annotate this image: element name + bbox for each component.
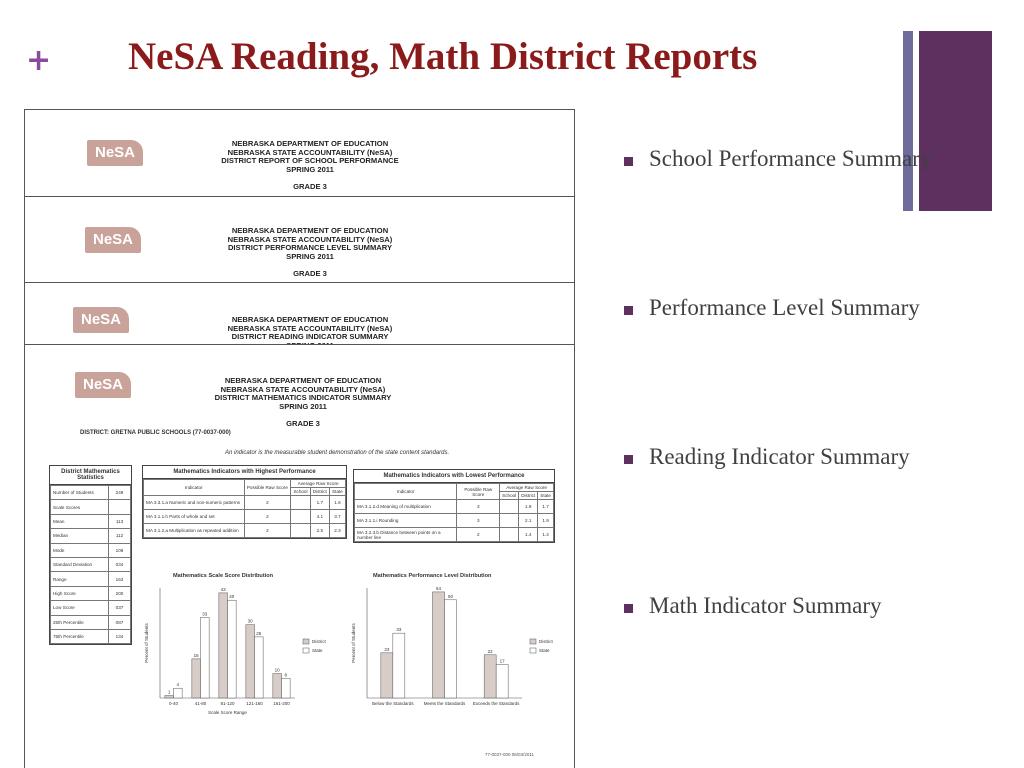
cell-possible: 3: [457, 514, 500, 528]
dept-line: NEBRASKA DEPARTMENT OF EDUCATION: [231, 139, 389, 148]
report-image-stack: [24, 109, 575, 768]
report-header: [185, 140, 435, 192]
stats-row: [51, 529, 131, 543]
acct-line: NEBRASKA STATE ACCOUNTABILITY (NeSA): [227, 234, 393, 244]
plus-icon: +: [26, 43, 52, 78]
bar-value-label: 17: [499, 658, 505, 664]
stats-label: Scale Scores: [51, 500, 109, 514]
cell-possible: 3: [457, 500, 500, 514]
performance-level-chart: [347, 580, 562, 720]
bar-district: [484, 655, 496, 698]
highest-title: Mathematics Indicators with Highest Performance: [143, 466, 346, 479]
stats-label: High Score: [51, 586, 109, 600]
cell-district: 1.4: [519, 528, 538, 542]
bar-state: [174, 688, 183, 698]
legend-label: District: [539, 639, 553, 644]
cell-state: 3.7: [329, 510, 345, 524]
stats-label: Median: [51, 529, 109, 543]
stats-row: [51, 486, 131, 500]
cell-state: 1.4: [538, 528, 554, 542]
spring-line: SPRING 2011: [286, 164, 334, 174]
indicator-row: [355, 528, 554, 542]
bar-state: [393, 633, 405, 698]
bullet-text: School Performance Summary: [649, 146, 932, 171]
highest-indicators-table: [142, 465, 347, 539]
bar-value-label: 33: [396, 627, 402, 633]
cell-indicator: MA 3.1.1.i Rounding: [355, 514, 457, 528]
spring-line: SPRING 2011: [286, 251, 334, 261]
stats-row: [51, 557, 131, 571]
cell-state: 1.6: [329, 496, 345, 510]
stats-label: Mean: [51, 514, 109, 528]
accent-bar-thin: [903, 31, 913, 211]
district-stats-table: [49, 465, 132, 645]
acct-line: NEBRASKA STATE ACCOUNTABILITY (NeSA): [220, 384, 386, 394]
bar-value-label: 23: [384, 646, 390, 652]
cell-school: [500, 500, 519, 514]
bar-value-label: 25: [256, 630, 262, 636]
stats-title: District Mathematics Statistics: [50, 466, 131, 485]
stats-label: Low Score: [51, 601, 109, 615]
col-indicator: Indicator: [355, 484, 457, 500]
stats-value: 163: [109, 572, 131, 586]
stats-value: 034: [109, 557, 131, 571]
cell-state: 2.3: [329, 524, 345, 538]
indicator-row: [144, 496, 346, 510]
accent-bar-thick: [919, 31, 992, 211]
report-header: [185, 227, 435, 279]
scale-score-chart: [140, 580, 335, 720]
legend-swatch: [530, 639, 536, 644]
nesa-logo: NeSA: [73, 307, 129, 333]
legend-swatch: [530, 648, 536, 653]
bar-district: [381, 653, 393, 698]
report-card-performance-level: [24, 196, 575, 284]
bar-state: [228, 600, 237, 698]
spring-line: SPRING 2011: [279, 401, 327, 411]
bar-district: [192, 659, 201, 698]
indicator-row: [355, 500, 554, 514]
bar-district: [273, 674, 282, 698]
x-tick-label: 0-40: [168, 701, 179, 706]
stats-label: Mode: [51, 543, 109, 557]
bar-value-label: 43: [220, 586, 226, 592]
performance-level-chart-title: Mathematics Performance Level Distribution: [373, 573, 492, 579]
dept-line: NEBRASKA DEPARTMENT OF EDUCATION: [231, 226, 389, 235]
lowest-title: Mathematics Indicators with Lowest Performance: [354, 470, 554, 483]
dept-line: NEBRASKA DEPARTMENT OF EDUCATION: [224, 376, 382, 385]
bullet-text: Math Indicator Summary: [649, 593, 882, 618]
y-axis-label: Percent of Students: [351, 623, 356, 663]
bar-value-label: 4: [176, 682, 180, 688]
cell-indicator: MA 3.3.1.a Numeric and non-numeric patterns: [144, 496, 245, 510]
stats-value: 087: [109, 615, 131, 629]
bullet-square-icon: [624, 157, 633, 166]
cell-indicator: MA 3.1.1.h Parts of whole and set: [144, 510, 245, 524]
bar-value-label: 54: [435, 585, 442, 591]
nesa-logo: NeSA: [87, 140, 143, 166]
bar-value-label: 22: [487, 648, 493, 654]
stats-value: 200: [109, 586, 131, 600]
bar-value-label: 16: [193, 652, 199, 658]
stats-label: 25th Percentile: [51, 615, 109, 629]
stats-value: 113: [109, 514, 131, 528]
footer-code: 77-0037-000 06/03/2011: [485, 752, 534, 757]
stats-value: 112: [109, 529, 131, 543]
report-name: DISTRICT MATHEMATICS INDICATOR SUMMARY: [214, 393, 392, 403]
stats-row: [51, 601, 131, 615]
stats-row: [51, 543, 131, 557]
report-name: DISTRICT READING INDICATOR SUMMARY: [231, 332, 389, 342]
cell-school: [291, 496, 310, 510]
grade-line: GRADE 3: [293, 269, 327, 279]
col-district: District: [519, 492, 538, 500]
stats-row: [51, 586, 131, 600]
stats-label: 75th Percentile: [51, 629, 109, 643]
bar-value-label: 30: [247, 618, 253, 624]
cell-possible: 2: [244, 510, 291, 524]
acct-line: NEBRASKA STATE ACCOUNTABILITY (NeSA): [227, 147, 393, 157]
bar-district: [433, 592, 445, 698]
bar-value-label: 40: [229, 594, 235, 600]
indicator-note: An indicator is the measurable student demonstration of the state content standards.: [225, 450, 450, 456]
report-name: DISTRICT PERFORMANCE LEVEL SUMMARY: [227, 243, 393, 253]
col-district: District: [310, 488, 329, 496]
cell-district: 1.9: [519, 500, 538, 514]
stats-value: 037: [109, 601, 131, 615]
stats-label: Number of Students: [51, 486, 109, 500]
bullet-square-icon: [624, 306, 633, 315]
bar-district: [246, 625, 255, 698]
bar-state: [496, 665, 508, 698]
cell-possible: 2: [244, 496, 291, 510]
report-card-math-indicator: [24, 344, 575, 768]
col-average: Average Raw Score: [291, 480, 346, 488]
legend-label: District: [312, 639, 326, 644]
x-axis-label: Scale Score Range: [208, 710, 247, 715]
bullet-square-icon: [624, 604, 633, 613]
x-tick-label: 121-160: [246, 701, 263, 706]
cell-school: [291, 510, 310, 524]
legend-swatch: [303, 648, 309, 653]
cell-school: [500, 528, 519, 542]
district-line: DISTRICT: GRETNA PUBLIC SCHOOLS (77-0037-000): [80, 430, 231, 436]
slide-title: NeSA Reading, Math District Reports: [128, 35, 758, 78]
bullet-square-icon: [624, 455, 633, 464]
bullet-text: Performance Level Summary: [649, 295, 920, 320]
bullet-item: [624, 143, 949, 174]
cell-state: 1.9: [538, 514, 554, 528]
bar-state: [201, 617, 210, 698]
x-tick-label: 161-200: [273, 701, 290, 706]
lowest-indicators-table: [353, 469, 555, 543]
bar-district: [219, 593, 228, 698]
col-indicator: Indicator: [144, 480, 245, 496]
acct-line: NEBRASKA STATE ACCOUNTABILITY (NeSA): [227, 323, 393, 333]
bar-state: [282, 678, 291, 698]
stats-value: [109, 500, 131, 514]
x-tick-label: Exceeds the Standards: [472, 701, 520, 706]
bar-value-label: 50: [447, 593, 454, 599]
legend-swatch: [303, 639, 309, 644]
nesa-logo: NeSA: [75, 372, 131, 398]
col-average: Average Raw Score: [500, 484, 554, 492]
indicator-row: [144, 524, 346, 538]
cell-district: 4.1: [310, 510, 329, 524]
stats-value: 249: [109, 486, 131, 500]
cell-indicator: MA 3.1.2.d Meaning of multiplication: [355, 500, 457, 514]
col-possible: Possible Raw Score: [244, 480, 291, 496]
cell-school: [291, 524, 310, 538]
stats-value: 109: [109, 543, 131, 557]
cell-district: 2.5: [310, 524, 329, 538]
col-state: State: [329, 488, 345, 496]
cell-possible: 2: [457, 528, 500, 542]
bar-district: [165, 696, 174, 698]
cell-possible: 2: [244, 524, 291, 538]
stats-row: [51, 629, 131, 643]
bullet-item: [624, 292, 949, 323]
cell-district: 2.1: [519, 514, 538, 528]
stats-label: Standard Deviation: [51, 557, 109, 571]
stats-label: Range: [51, 572, 109, 586]
stats-row: [51, 615, 131, 629]
x-tick-label: Meets the Standards: [423, 701, 466, 706]
cell-school: [500, 514, 519, 528]
dept-line: NEBRASKA DEPARTMENT OF EDUCATION: [231, 315, 389, 324]
legend-label: State: [539, 648, 550, 653]
bullet-item: [624, 590, 949, 621]
bar-state: [255, 637, 264, 698]
nesa-logo: NeSA: [85, 227, 141, 253]
bullet-item: [624, 441, 949, 472]
indicator-row: [144, 510, 346, 524]
report-card-school-performance: [24, 109, 575, 197]
col-state: State: [538, 492, 554, 500]
bar-state: [445, 600, 457, 698]
cell-state: 1.7: [538, 500, 554, 514]
legend-label: State: [312, 648, 323, 653]
stats-row: [51, 514, 131, 528]
x-tick-label: Below the Standards: [372, 701, 414, 706]
y-axis-label: Percent of Students: [144, 623, 149, 663]
stats-row: [51, 572, 131, 586]
cell-indicator: MA 3.1.2.a Multiplication as repeated addition: [144, 524, 245, 538]
stats-row: [51, 500, 131, 514]
bullet-text: Reading Indicator Summary: [649, 444, 910, 469]
report-name: DISTRICT REPORT OF SCHOOL PERFORMANCE: [221, 156, 399, 166]
col-school: School: [291, 488, 310, 496]
bar-value-label: 8: [284, 672, 288, 678]
x-tick-label: 81-120: [220, 701, 235, 706]
bar-value-label: 1: [167, 689, 171, 695]
col-possible: Possible Raw Score: [457, 484, 500, 500]
bar-value-label: 33: [202, 611, 208, 617]
scale-score-chart-title: Mathematics Scale Score Distribution: [173, 573, 274, 579]
col-school: School: [500, 492, 519, 500]
cell-district: 1.7: [310, 496, 329, 510]
x-tick-label: 41-80: [194, 701, 207, 706]
stats-value: 134: [109, 629, 131, 643]
grade-line: GRADE 3: [293, 182, 327, 192]
report-header: [178, 377, 428, 429]
grade-line: GRADE 3: [286, 419, 320, 429]
indicator-row: [355, 514, 554, 528]
bar-value-label: 10: [274, 667, 280, 673]
cell-indicator: MA 3.2.3.b Distance between points on a number line: [355, 528, 457, 542]
